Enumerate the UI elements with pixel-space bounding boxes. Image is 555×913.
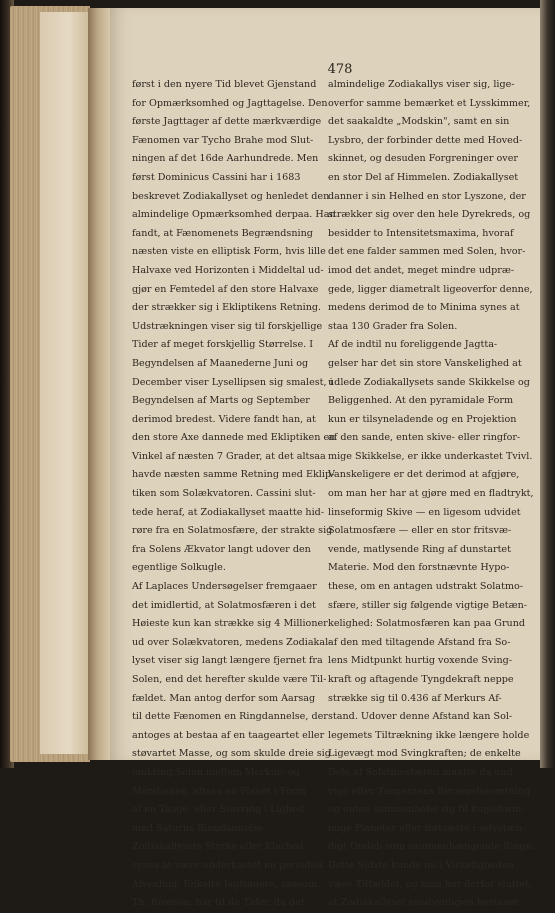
left-text-column (132, 76, 336, 913)
text-line: strækker sig over den hele Dyrekreds, og (328, 209, 531, 221)
text-line: Ligevægt mod Svingkraften; de enkelte (328, 748, 521, 760)
text-line: strække sig til 0.436 af Merkurs Af- (328, 692, 502, 704)
text-line: der strækker sig i Ekliptikens Retning. (132, 302, 322, 314)
text-line: først Dominicus Cassini har i 1683 (132, 171, 301, 183)
text-line: ud over Solækvatoren, medens Zodiakal- (132, 636, 332, 648)
text-line: mige Planeter eller fortsætte i selvstæn- (328, 822, 525, 834)
text-line: kelighed: Solatmosfæren kan paa Grund (328, 618, 526, 630)
text-line: these, om en antagen udstrakt Solatmo- (328, 581, 523, 593)
text-line: Af de indtil nu foreliggende Jagtta- (328, 339, 498, 351)
text-line: Th. Brorson, har til de Tider, da det (132, 897, 305, 909)
text-line: danner i sin Helhed en stor Lyszone, der (328, 190, 526, 202)
text-line: besidder to Intensitetsmaxima, hvoraf (328, 227, 514, 239)
text-line: Zodiakallysets Styrke eller Klarhed (132, 841, 304, 853)
text-line: Dette Sidste kunde nu i Virkeligheden (328, 859, 514, 871)
text-line: Solatmosfære — eller en stor fritsvæ- (328, 525, 512, 537)
text-line: Marsbanen, altsaa en Planet i Form (132, 785, 306, 797)
book-right-edge (540, 0, 555, 768)
text-line: kraft og aftagende Tyngdekraft neppe (328, 674, 514, 685)
text-line: Fænomen var Tycho Brahe mod Slut- (132, 134, 314, 146)
page-stack-highlight (40, 12, 88, 754)
text-line: og enten sammenhobe sig til kugleform- (328, 804, 525, 816)
page-number: 478 (327, 62, 353, 77)
text-line: første Jagttager af dette mærkværdige (132, 116, 322, 128)
text-line: det saakaldte „Modskin", samt en sin (328, 116, 510, 128)
text-line: med Saturns Ringdannelse. (132, 822, 267, 834)
text-line: gelser har det sin store Vanskelighed at (328, 357, 522, 369)
text-line: antoges at bestaa af en taageartet eller (132, 729, 325, 741)
text-line: imod det andet, meget mindre udpræ- (328, 264, 515, 276)
text-line: en stor Del af Himmelen. Zodiakallyset (328, 171, 519, 183)
text-line: Dele af Solatmosfæren maatte da und- (328, 766, 516, 778)
text-line: Vinkel af næsten 7 Grader, at det altsaa (132, 450, 326, 462)
book-gutter (88, 8, 110, 760)
text-line: ningen af det 16de Aarhundrede. Men (132, 153, 319, 165)
text-line: staa 130 Grader fra Solen. (328, 320, 458, 332)
text-line: legemets Tiltrækning ikke længere holde (328, 729, 530, 741)
text-line: det ene falder sammen med Solen, hvor- (328, 246, 526, 258)
text-line: lyset viser sig langt længere fjernet fra (132, 655, 323, 667)
text-line: digt Omløb som sammenhængende Ringe. (328, 841, 535, 853)
text-line: Afvexling. Enkelte Jagttagere, saasom (132, 878, 318, 890)
text-line: af den med tiltagende Afstand fra So- (328, 636, 511, 648)
text-line: fældet. Man antog derfor som Aarsag (132, 692, 316, 704)
text-line: røre fra en Solatmosfære, der strakte sig (132, 525, 333, 537)
text-line: kun er tilsyneladende og en Projektion (328, 413, 517, 425)
text-line: Begyndelsen af Marts og September (132, 395, 310, 407)
text-line: sfære, stiller sig følgende vigtige Betæn- (328, 599, 528, 611)
text-line: December viser Lysellipsen sig smalest, i (132, 376, 333, 388)
text-line: Af Laplaces Undersøgelser fremgaaer (132, 581, 317, 593)
text-line: Lysbro, der forbinder dette med Hoved- (328, 134, 523, 146)
text-line: af den sande, enten skive- eller ringfor- (328, 432, 521, 444)
text-line: tede heraf, at Zodiakallyset maatte hid- (132, 506, 325, 518)
text-line: om man her har at gjøre med en fladtrykt, (328, 488, 534, 500)
book-page (110, 8, 540, 909)
text-line: stand. Udover denne Afstand kan Sol- (328, 711, 513, 723)
text-line: vende, matlysende Ring af dunstartet (328, 543, 511, 555)
text-line: tiken som Solækvatoren. Cassini slut- (132, 488, 316, 500)
text-line: linseformig Skive — en ligesom udvidet (328, 506, 521, 518)
text-line: Halvaxe ved Horizonten i Middeltal ud- (132, 264, 324, 276)
text-line: overfor samme bemærket et Lysskimmer, (328, 97, 531, 109)
text-line: lens Midtpunkt hurtig voxende Sving- (328, 655, 513, 667)
text-line: Høieste kun kan strække sig 4 Millioner (132, 618, 328, 630)
text-line: være Tilfældet, og man har derfor sluttet, (328, 878, 533, 890)
text-line: for Opmærksomhed og Jagttagelse. Den (132, 97, 328, 109)
text-line: den store Axe dannede med Ekliptiken en (132, 432, 336, 444)
text-line: gjør en Femtedel af den store Halvaxe (132, 283, 319, 295)
text-line: Vanskeligere er det derimod at afgjøre, (328, 469, 520, 481)
text-line: synes at være underkastet en periodisk (132, 859, 325, 871)
text-line: derimod bredest. Videre fandt han, at (132, 413, 316, 425)
text-line: udlede Zodiakallysets sande Skikkelse og (328, 376, 530, 388)
text-line: omkring Solen mellem Merkur- og (132, 766, 300, 778)
text-line: egentlige Solkugle. (132, 562, 226, 574)
text-line: næsten viste en elliptisk Form, hvis lille (132, 246, 326, 258)
text-line: fandt, at Fænomenets Begrændsning (132, 227, 313, 239)
text-line: Materie. Mod den forstnævnte Hypo- (328, 562, 510, 574)
text-line: almindelige Opmærksomhed derpaa. Han (132, 209, 336, 221)
text-line: medens derimod de to Minima synes at (328, 302, 520, 314)
text-line: støvartet Masse, og som skulde dreie sig (132, 748, 331, 760)
text-line: skinnet, og desuden Forgreninger over (328, 153, 518, 165)
text-line: Udstrækningen viser sig til forskjellige (132, 320, 323, 332)
text-line: fra Solens Ækvator langt udover den (132, 543, 311, 555)
text-line: mige Skikkelse, er ikke underkastet Tvivl. (328, 450, 533, 462)
text-line: vige efter Tangentens Bevægelsesretning (328, 785, 531, 797)
text-line: Beliggenhed. At den pyramidale Form (328, 395, 514, 407)
text-line: Begyndelsen af Maanederne Juni og (132, 357, 309, 369)
text-line: gede, ligger diametralt ligeoverfor denne, (328, 283, 533, 295)
text-line: til dette Fænomen en Ringdannelse, der (132, 711, 328, 723)
text-line: beskrevet Zodiakallyset og henledet den (132, 190, 330, 202)
text-line: af en Taage, eller Støvring i Lighed (132, 804, 304, 816)
text-line: det imidlertid, at Solatmosfæren i det (132, 599, 316, 611)
text-line: havde næsten samme Retning med Eklip- (132, 469, 335, 481)
right-text-column (328, 76, 535, 913)
text-line: først i den nyere Tid blevet Gjenstand (132, 79, 317, 90)
text-line: at Zodiakallyset sandsynligvis bestaaer (328, 897, 520, 909)
text-line: almindelige Zodiakallys viser sig, lige- (328, 79, 515, 90)
text-line: Tider af meget forskjellig Størrelse. I (132, 339, 314, 351)
text-line: Solen, end det herefter skulde være Til- (132, 674, 327, 685)
